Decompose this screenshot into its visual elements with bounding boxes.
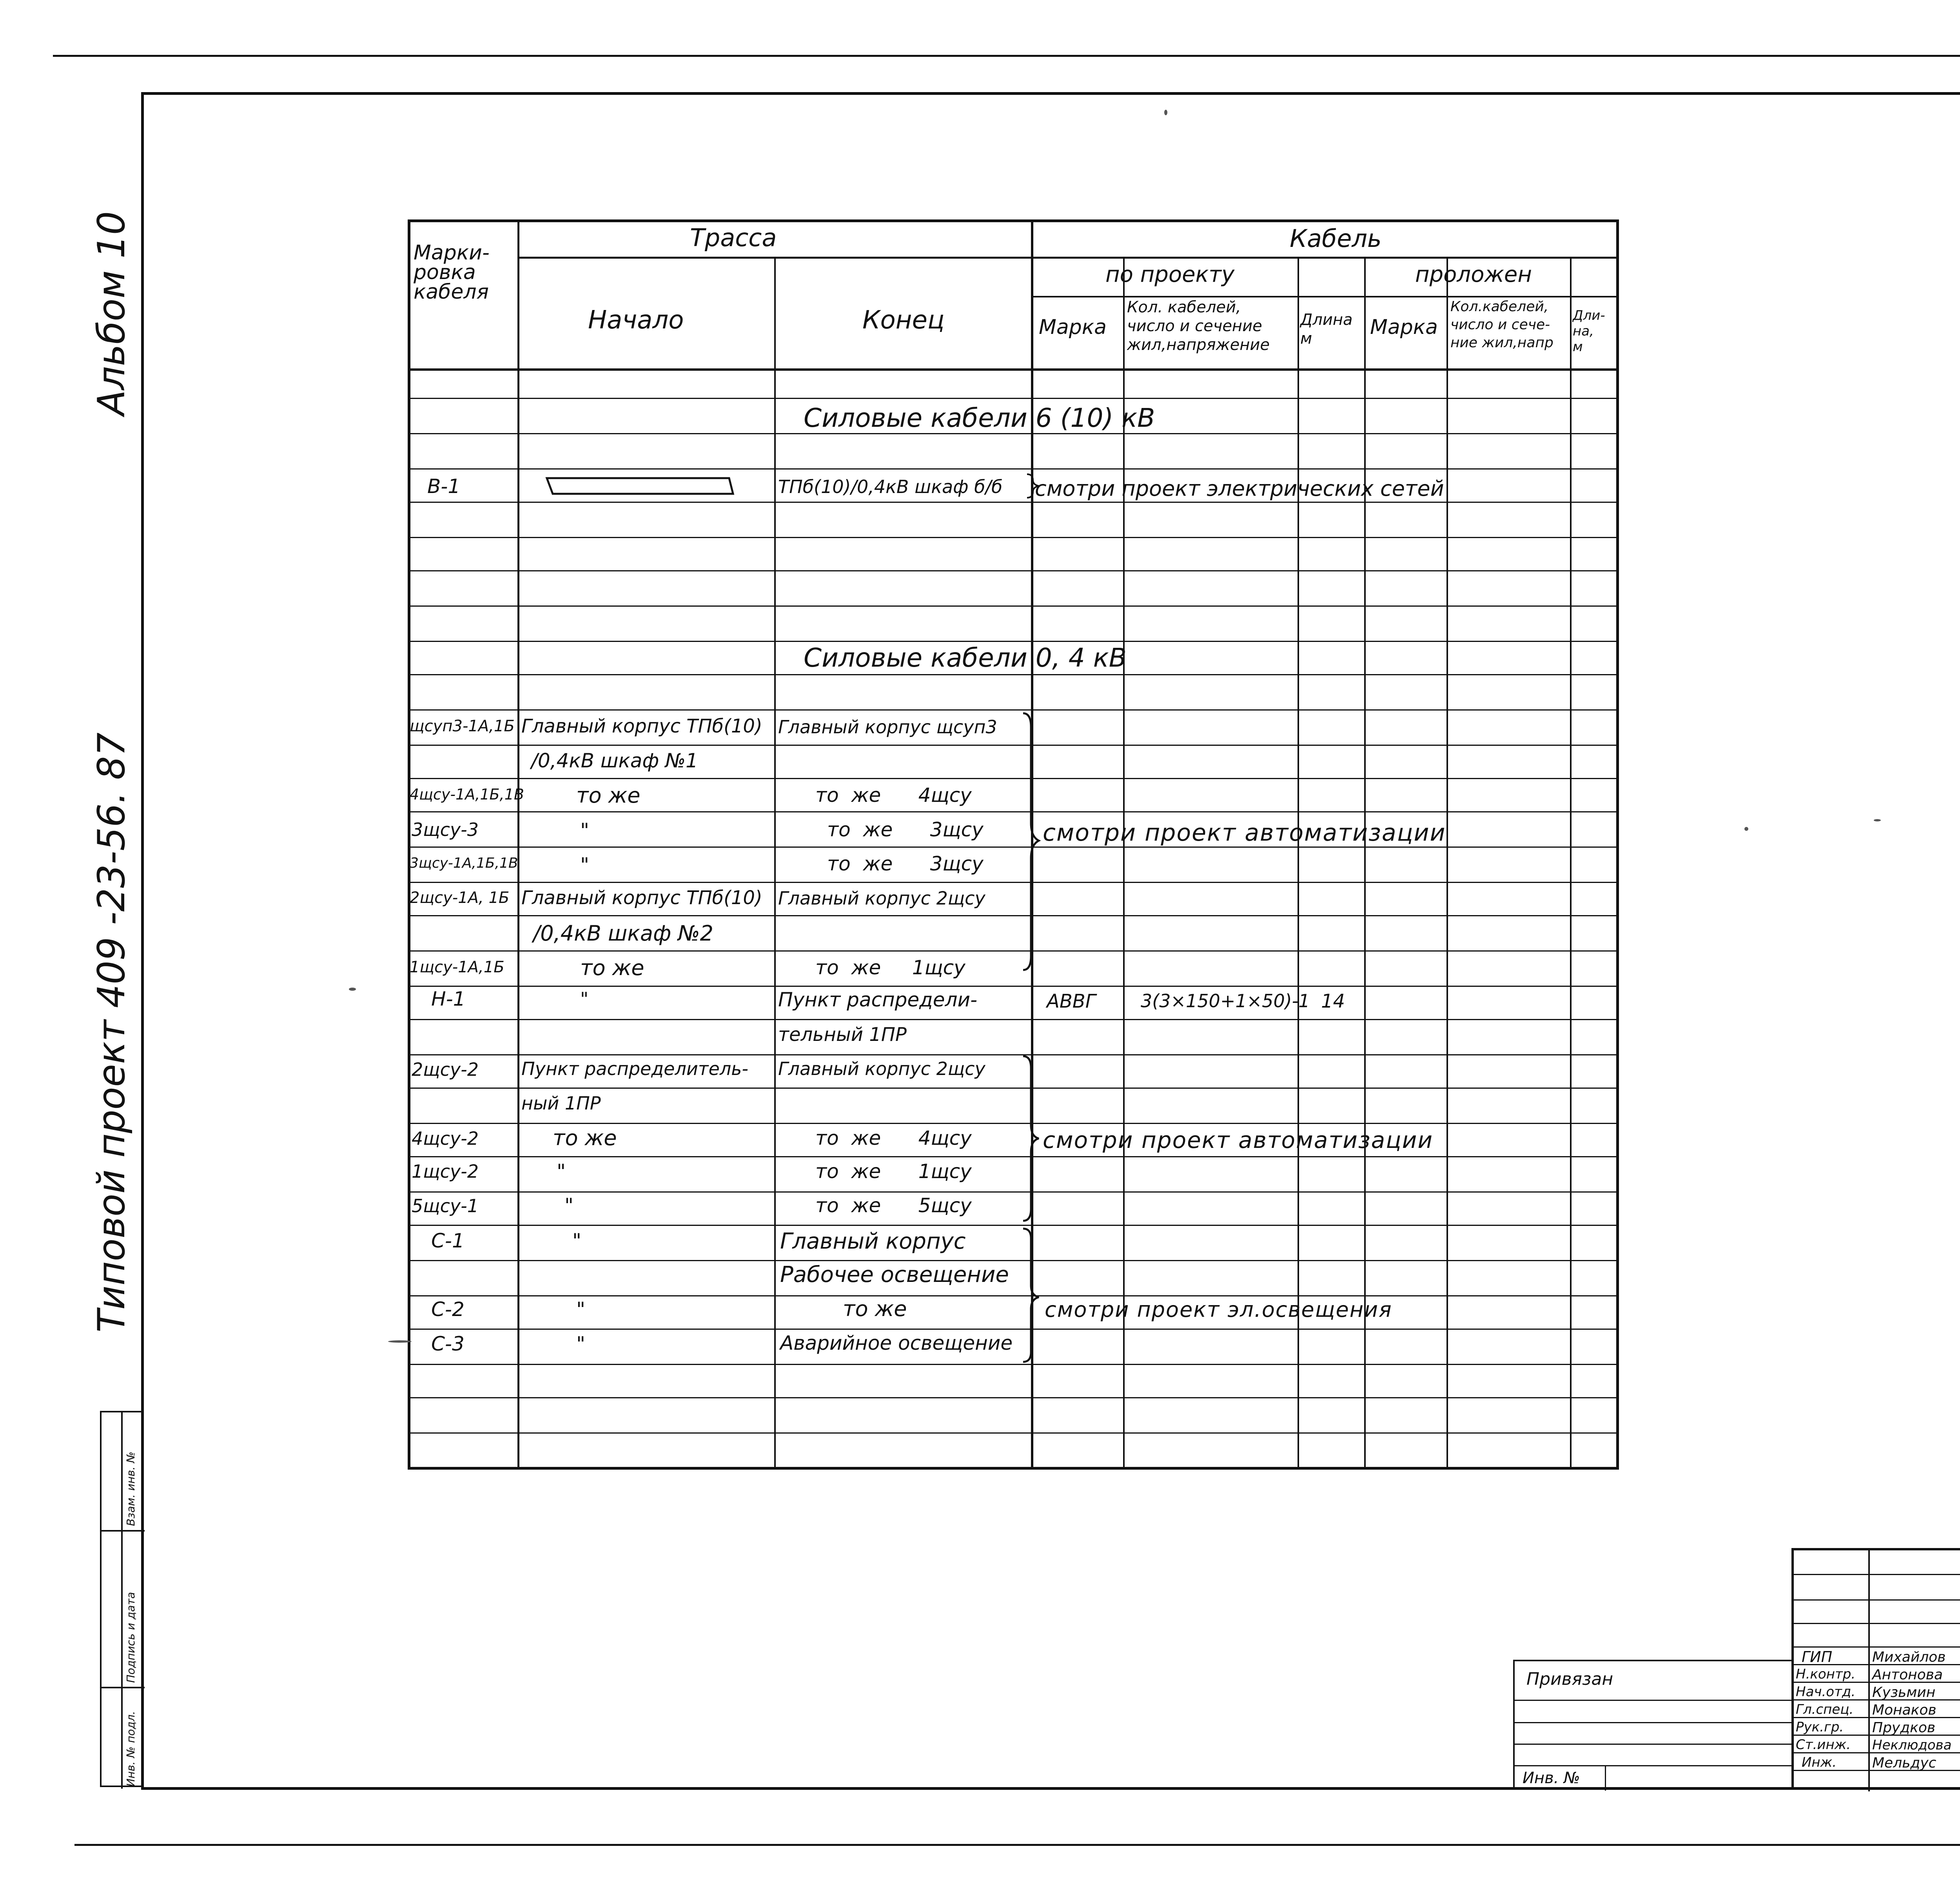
hdr-mark2: Марка [1370, 315, 1438, 339]
row-end: Рабочее освещение [780, 1262, 1009, 1287]
staff-name: Антонова [1872, 1667, 1943, 1683]
row-start: ный 1ПР [521, 1093, 601, 1114]
section-title-6kv: Силовые кабели 6 (10) кВ [804, 403, 1155, 433]
row-end: то же 1щсу [815, 956, 965, 979]
row-start: /0,4кВ шкаф №2 [533, 921, 713, 946]
row-note-v1: смотри проект электрических сетей [1035, 476, 1444, 501]
row-end: то же 5щсу [815, 1194, 972, 1217]
hdr-laid: проложен [1415, 262, 1532, 287]
row-start: то же [576, 783, 641, 808]
row-mark: 4щсу-1А,1Б,1В [410, 786, 524, 803]
scan-speck [349, 988, 356, 991]
row-start: Главный корпус ТПб(10) [521, 887, 762, 909]
stamp-sign: Подпись и дата [124, 1592, 137, 1683]
staff-role: Гл.спец. [1796, 1702, 1854, 1717]
row-start: " [576, 1298, 585, 1321]
row-mark: С-3 [431, 1332, 465, 1355]
brace-automation-2 [1021, 1054, 1041, 1223]
hdr-by-project: по проекту [1105, 262, 1235, 287]
stamp-inv: Инв. № подл. [124, 1711, 137, 1787]
hdr-end: Конец [862, 306, 945, 335]
row-mark: С-2 [431, 1298, 465, 1321]
staff-name: Мельдус [1872, 1755, 1936, 1771]
brace-v1 [1025, 472, 1041, 500]
row-mark: 2щсу-1А, 1Б [410, 889, 510, 907]
row-start: то же [553, 1126, 617, 1150]
scan-speck [1744, 827, 1748, 831]
row-start: Главный корпус ТПб(10) [521, 715, 762, 737]
row-end: то же [843, 1296, 907, 1321]
hdr-length: Длина м [1300, 311, 1353, 348]
section-title-04kv: Силовые кабели 0, 4 кВ [804, 643, 1127, 673]
row-end: Аварийное освещение [780, 1332, 1013, 1354]
parallelogram-symbol [545, 476, 741, 496]
row-end: Главный корпус 2щсу [778, 888, 985, 909]
row-cable-spec: 3(3×150+1×50)-1 [1141, 990, 1310, 1012]
hdr-marking: Марки- ровка кабеля [414, 241, 490, 304]
row-start: " [564, 1194, 573, 1217]
staff-name: Прудков [1872, 1720, 1936, 1736]
outer-frame-bottom [74, 1844, 1960, 1846]
hdr-length2: Дли- на, м [1573, 308, 1605, 355]
row-end: Главный корпус [780, 1229, 966, 1254]
hdr-count-section: Кол. кабелей, число и сечение жил,напряжение [1127, 298, 1270, 354]
row-end: то же 1щсу [815, 1160, 972, 1183]
binding-label: Привязан [1526, 1669, 1613, 1689]
row-mark: 3щсу-3 [412, 819, 479, 840]
staff-role: Нач.отд. [1796, 1684, 1856, 1700]
row-mark: 5щсу-1 [412, 1195, 479, 1216]
row-mark: 2щсу-2 [412, 1059, 479, 1080]
album-label: Альбом 10 [90, 211, 133, 415]
row-start: " [580, 988, 589, 1010]
row-start: " [576, 1332, 585, 1355]
staff-role: Инж. [1802, 1755, 1837, 1770]
staff-name: Неклюдова [1872, 1737, 1952, 1753]
row-start: то же [580, 955, 644, 980]
row-mark: С-1 [431, 1229, 465, 1252]
row-start: /0,4кВ шкаф №1 [531, 749, 698, 772]
title-block [1513, 1548, 1960, 1789]
hdr-mark: Марка [1039, 315, 1107, 339]
row-end: то же 4щсу [815, 1127, 972, 1149]
hdr-start: Начало [588, 306, 684, 335]
staff-name: Кузьмин [1872, 1684, 1936, 1700]
outer-frame-top [53, 55, 1960, 57]
hdr-route: Трасса [690, 223, 777, 252]
row-note: смотри проект автоматизации [1043, 819, 1446, 847]
row-cable-mark: АВВГ [1047, 990, 1096, 1012]
inv-label: Инв. № [1523, 1769, 1580, 1787]
row-mark-v1: В-1 [427, 475, 461, 498]
row-end: то же 3щсу [827, 852, 984, 875]
row-end: то же 4щсу [815, 784, 972, 807]
row-end: тельный 1ПР [778, 1024, 907, 1046]
scan-speck [1874, 819, 1881, 821]
row-end-v1: ТПб(10)/0,4кВ шкаф б/б [778, 476, 1003, 497]
brace-lighting [1021, 1227, 1041, 1364]
staff-name: Михайлов [1872, 1649, 1946, 1665]
left-stamp [100, 1411, 143, 1787]
staff-role: Н.контр. [1796, 1666, 1856, 1682]
hdr-count-section2: Кол.кабелей, число и сече- ние жил,напр [1450, 299, 1553, 351]
row-start: " [580, 819, 589, 842]
row-mark: щсуп3-1А,1Б [410, 717, 515, 735]
row-start: " [557, 1160, 566, 1183]
project-label: Типовой проект 409 -23-56. 87 [90, 732, 133, 1332]
row-start: " [572, 1229, 581, 1252]
staff-role: Рук.гр. [1796, 1719, 1844, 1735]
stamp-replace: Взам. инв. № [124, 1451, 137, 1526]
hdr-cable: Кабель [1290, 224, 1382, 253]
cable-journal-table [408, 219, 1623, 1474]
staff-name: Монаков [1872, 1702, 1936, 1718]
scan-speck [1164, 110, 1167, 115]
row-mark: 1щсу-1А,1Б [410, 958, 505, 976]
row-length: 14 [1321, 990, 1345, 1012]
row-end: то же 3щсу [827, 818, 984, 841]
row-end: Главный корпус 2щсу [778, 1058, 985, 1079]
row-start: Пункт распределитель- [521, 1058, 748, 1079]
row-end: Главный корпус щсуп3 [778, 716, 997, 738]
row-mark: 3щсу-1А,1Б,1В [410, 855, 518, 871]
staff-role: ГИП [1802, 1648, 1833, 1666]
row-start: " [580, 854, 589, 876]
row-end: Пункт распредели- [778, 988, 977, 1011]
staff-role: Ст.инж. [1796, 1737, 1851, 1753]
scan-speck [388, 1340, 412, 1343]
row-mark: Н-1 [431, 988, 466, 1010]
inner-frame-top [141, 92, 1960, 95]
brace-automation-1 [1021, 711, 1041, 974]
row-note: смотри проект автоматизации [1043, 1127, 1434, 1153]
row-note: смотри проект эл.освещения [1045, 1297, 1392, 1322]
row-mark: 1щсу-2 [412, 1161, 479, 1182]
row-mark: 4щсу-2 [412, 1128, 479, 1149]
